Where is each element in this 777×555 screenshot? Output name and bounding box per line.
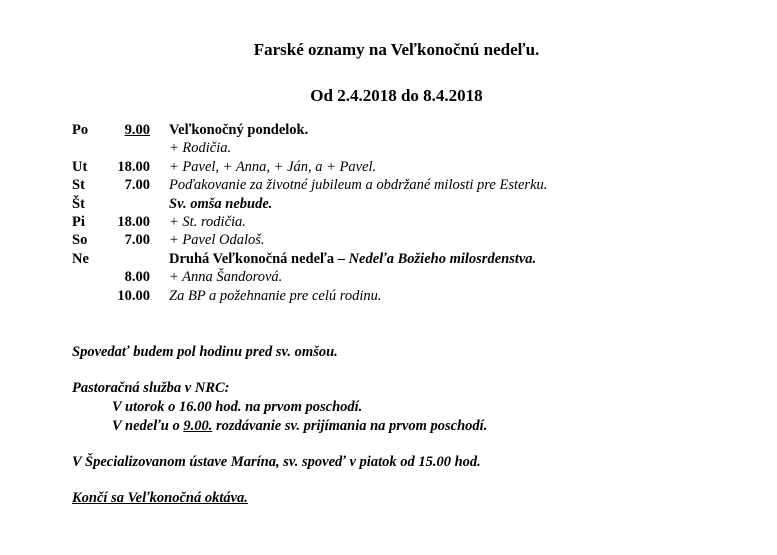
time-label: 7.00 <box>124 177 150 194</box>
schedule-row <box>72 121 752 139</box>
time-label: 9.00 <box>124 122 150 138</box>
schedule <box>72 121 752 305</box>
pastoral-line <box>112 417 487 435</box>
octave-end-note: Končí sa Veľkonočná oktáva. <box>72 490 248 506</box>
time-label: 8.00 <box>124 269 150 286</box>
announcement-title: Farské oznamy na Veľkonočnú nedeľu. <box>253 40 540 59</box>
specialized-note: V Špecializovanom ústave Marína, sv. spoveď v piatok od 15.00 hod. <box>72 454 481 470</box>
intention-text: Za BP a požehnanie pre celú rodinu. <box>169 287 382 304</box>
date-range: Od 2.4.2018 do 8.4.2018 <box>310 86 483 105</box>
pastoral-line-prefix: V nedeľu o <box>112 418 184 434</box>
day-label: Št <box>72 195 85 212</box>
schedule-row <box>72 195 752 213</box>
day-label: Ut <box>72 158 88 175</box>
time-label: 7.00 <box>124 232 150 249</box>
intention-text: Poďakovanie za životné jubileum a obdržané milosti pre Esterku. <box>169 177 548 194</box>
intention-text: + Pavel Odaloš. <box>169 232 265 249</box>
confession-note: Spovedať budem pol hodinu pred sv. omšou. <box>72 344 338 360</box>
pastoral-line: V utorok o 16.00 hod. na prvom poschodí. <box>112 399 363 415</box>
intention-text: + St. rodičia. <box>169 213 246 230</box>
day-label: Ne <box>72 250 89 267</box>
pastoral-time: 9.00. <box>183 418 213 434</box>
schedule-row <box>72 231 752 249</box>
pastoral-line-suffix: rozdávanie sv. prijímania na prvom poschodí. <box>212 418 488 434</box>
pastoral-title: Pastoračná služba v NRC: <box>72 380 230 396</box>
schedule-row <box>72 287 752 305</box>
intention-text: Veľkonočný pondelok. <box>169 122 309 138</box>
schedule-row <box>72 268 752 286</box>
schedule-row <box>72 158 752 176</box>
schedule-row <box>72 139 752 157</box>
schedule-row <box>72 250 752 268</box>
schedule-row <box>72 213 752 231</box>
intention-text: + Pavel, + Anna, + Ján, a + Pavel. <box>169 158 377 175</box>
day-label: Pi <box>72 213 85 230</box>
day-label: Po <box>72 122 89 138</box>
intention-text: + Rodičia. <box>169 140 232 157</box>
time-label: 18.00 <box>117 158 150 175</box>
day-label: So <box>72 232 88 249</box>
day-label: St <box>72 177 85 194</box>
sunday-subtitle: Nedeľa Božieho milosrdenstva. <box>348 250 537 267</box>
intention-text: + Anna Šandorová. <box>169 269 283 286</box>
intention-text: Sv. omša nebude. <box>169 195 273 212</box>
time-label: 18.00 <box>117 213 150 230</box>
intention-text <box>169 250 536 268</box>
sunday-title: Druhá Veľkonočná nedeľa – <box>169 250 349 267</box>
schedule-row <box>72 176 752 194</box>
time-label: 10.00 <box>117 287 150 304</box>
